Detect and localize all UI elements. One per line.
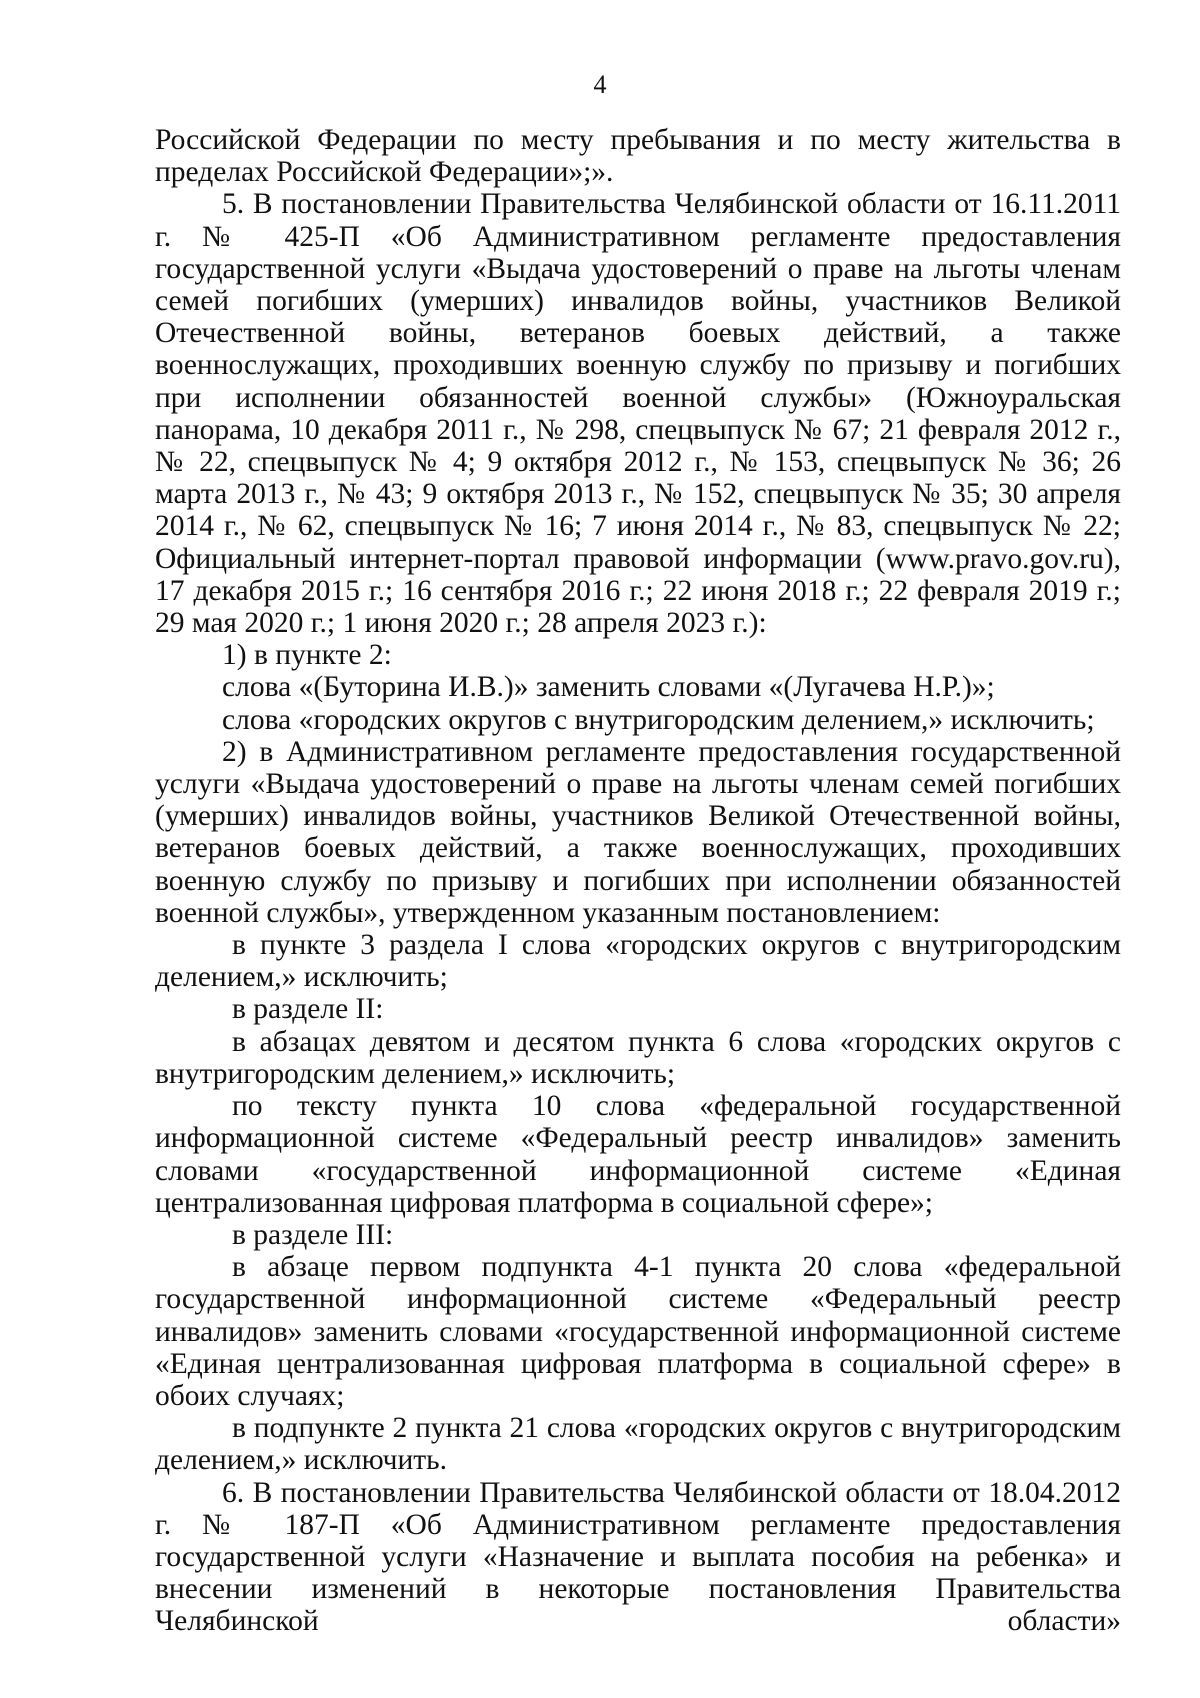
paragraph-item-5: 5. В постановлении Правительства Челябинской области от 16.11.2011 г. № 425-П «Об Административном регламенте предоставления государственной услуги «Выдача удостоверений о праве на льготы членам семей погибших (умерших) инвалидов войны, участников Великой Отечественной войны, ветеранов боевых действий, а также военнослужащих, проходивших военную службу по призыву и погибших при исполнении обязанностей военной службы» (Южноуральская панорама, 10 декабря 2011 г., № 298, спецвыпуск № 67; 21 февраля 2012 г., № 22, спецвыпуск № 4; 9 октября 2012 г., № 153, спецвыпуск № 36; 26 марта 2013 г., № 43; 9 октября 2013 г., № 152, спецвыпуск № 35; 30 апреля 2014 г., № 62, спецвыпуск № 16; 7 июня 2014 г., № 83, спецвыпуск № 22; Официальный интернет-портал правовой информации (www.pravo.gov.ru), 17 декабря 2015 г.; 16 сентября 2016 г.; 22 июня 2018 г.; 22 февраля 2019 г.; 29 мая 2020 г.; 1 июня 2020 г.; 28 апреля 2023 г.): <box>155 188 1121 640</box>
paragraph-section-2-point-6: в абзацах девятом и десятом пункта 6 слова «городских округов с внутригородским делением,» исключить; <box>155 1025 1121 1090</box>
paragraph-subitem-2: 2) в Административном регламенте предоставления государственной услуги «Выдача удостоверений о праве на льготы членам семей погибших (умерших) инвалидов войны, участников Великой Отечественной войны, ветеранов боевых действий, а также военнослужащих, проходивших военную службу по призыву и погибших при исполнении обязанностей военной службы», утвержденном указанным постановлением: <box>155 735 1121 929</box>
paragraph-section-3-point-20: в абзаце первом подпункта 4-1 пункта 20 слова «федеральной государственной информационной системе «Федеральный реестр инвалидов» заменить словами «государственной информационной системе «Единая централизованная цифровая платформа в социальной сфере» в обоих случаях; <box>155 1251 1121 1412</box>
paragraph-item-6: 6. В постановлении Правительства Челябинской области от 18.04.2012 г. № 187-П «Об Административном регламенте предоставления государственной услуги «Назначение и выплата пособия на ребенка» и внесении изменений в некоторые постановления Правительства Челябинской области» <box>155 1476 1121 1638</box>
paragraph-section-3-point-21: в подпункте 2 пункта 21 слова «городских округов с внутригородским делением,» исключить. <box>155 1412 1121 1477</box>
paragraph-replace-name: слова «(Буторина И.В.)» заменить словами «(Лугачева Н.Р.)»; <box>222 671 995 704</box>
paragraph-exclude-districts: слова «городских округов с внутригородским делением,» исключить; <box>222 703 1095 736</box>
page-number: 4 <box>593 70 607 99</box>
paragraph-continuation: Российской Федерации по месту пребывания и по месту жительства в пределах Российской Федерации»;». <box>155 124 1121 189</box>
paragraph-section-2-heading: в разделе II: <box>232 993 384 1026</box>
document-body <box>155 124 1121 1638</box>
paragraph-section-3-heading: в разделе III: <box>232 1218 394 1251</box>
paragraph-subitem-1: 1) в пункте 2: <box>222 639 392 672</box>
paragraph-section-1-point-3: в пункте 3 раздела I слова «городских округов с внутригородским делением,» исключить; <box>155 929 1121 994</box>
paragraph-section-2-point-10: по тексту пункта 10 слова «федеральной государственной информационной системе «Федеральный реестр инвалидов» заменить словами «государственной информационной системе «Единая централизованная цифровая платформа в социальной сфере»; <box>155 1090 1121 1219</box>
